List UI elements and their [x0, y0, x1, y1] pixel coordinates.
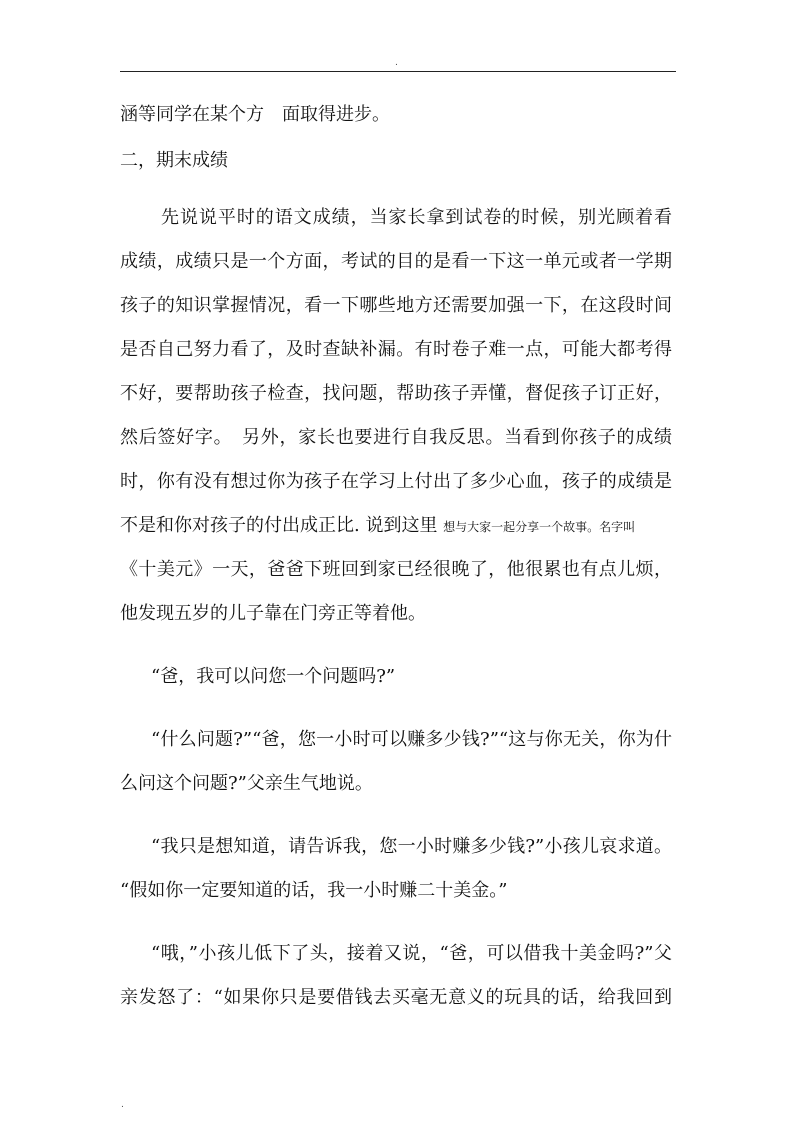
paragraph-line: 涵等同学在某个方 面取得进步。	[120, 104, 390, 125]
paragraph-line: 是否自己努力看了，及时查缺补漏。有时卷子难一点，可能大都考得	[120, 339, 672, 360]
footer-dot: .	[121, 1100, 124, 1110]
paragraph-line: 先说说平时的语文成绩，当家长拿到试卷的时候，别光顾着看	[161, 207, 672, 228]
paragraph-line: 他发现五岁的儿子靠在门旁正等着他。	[120, 603, 426, 624]
header-rule	[120, 71, 676, 72]
dialogue-line: “假如你一定要知道的话，我一小时赚二十美金。”	[120, 880, 508, 901]
dialogue-line: “哦，”小孩儿低下了头，接着又说，“爸，可以借我十美金吗?”父	[151, 943, 672, 964]
paragraph-line-mixed	[120, 514, 680, 539]
header-dot: .	[395, 58, 398, 68]
paragraph-line: 《十美元》一天，爸爸下班回到家已经很晚了，他很累也有点儿烦，	[120, 559, 672, 580]
paragraph-line: 孩子的知识掌握情况，看一下哪些地方还需要加强一下，在这段时间	[120, 295, 672, 316]
paragraph-line: 然后签好字。 另外，家长也要进行自我反思。当看到你孩子的成绩	[120, 427, 672, 448]
section-heading: 二，期末成绩	[120, 150, 228, 171]
dialogue-line: “爸，我可以问您一个问题吗?”	[151, 666, 396, 687]
dialogue-line: 么问这个问题?”父亲生气地说。	[120, 773, 373, 794]
paragraph-line: 成绩，成绩只是一个方面，考试的目的是看一下这一单元或者一学期	[120, 251, 672, 272]
dialogue-line: 亲发怒了：“如果你只是要借钱去买毫无意义的玩具的话，给我回到	[120, 987, 672, 1008]
paragraph-small-text: 想与大家一起分享一个故事。名字叫	[443, 520, 636, 534]
paragraph-line: 时，你有没有想过你为孩子在学习上付出了多少心血，孩子的成绩是	[120, 471, 672, 492]
dialogue-line: “什么问题?”“爸，您一小时可以赚多少钱?”“这与你无关，你为什	[151, 729, 672, 750]
dialogue-line: “我只是想知道，请告诉我，您一小时赚多少钱?”小孩儿哀求道。	[151, 836, 672, 857]
paragraph-line: 不好，要帮助孩子检查，找问题，帮助孩子弄懂，督促孩子订正好，	[120, 383, 672, 404]
paragraph-text: 不是和你对孩子的付出成正比. 说到这里	[120, 515, 444, 536]
